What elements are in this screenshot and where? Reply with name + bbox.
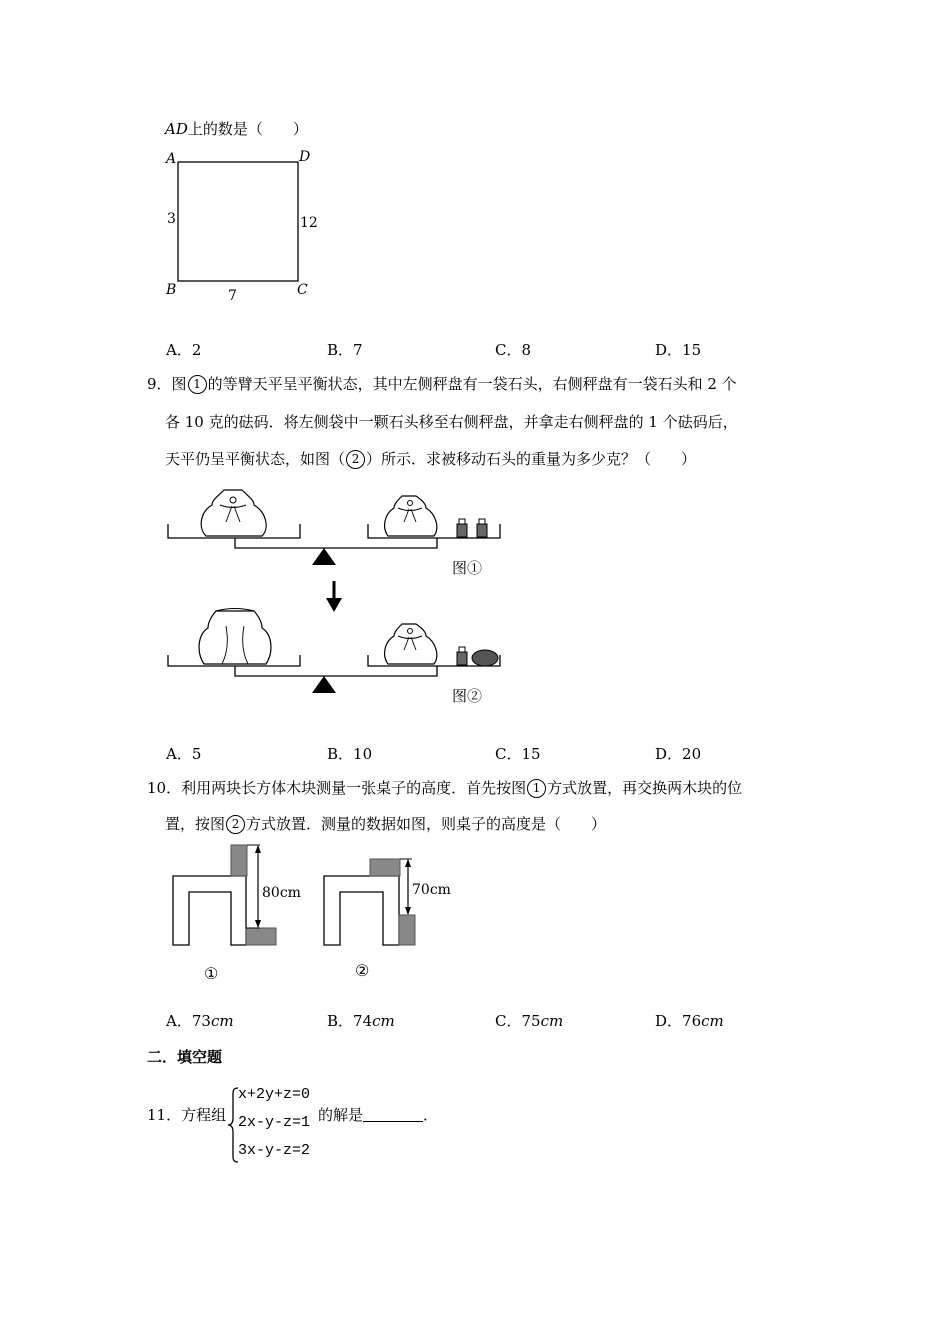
q10-option-a [166, 1010, 234, 1031]
option-number: 74 [353, 1012, 373, 1030]
q9-l3a: 天平仍呈平衡状态，如图（ [165, 450, 346, 468]
square-shape [178, 162, 298, 281]
answer-blank[interactable] [363, 1107, 423, 1122]
weight-icon [457, 519, 467, 537]
q8-option-c: C．8 [495, 341, 532, 359]
q9-option-a: A．5 [166, 745, 202, 763]
q9-number: 9． [147, 375, 172, 393]
option-letter: D． [655, 1012, 683, 1030]
measure-80cm: 80cm [262, 885, 301, 901]
q9-l1b: 的等臂天平呈平衡状态，其中左侧秤盘有一袋石头，右侧秤盘有一袋石头和 2 个 [207, 375, 737, 393]
figure-2-label: 图② [452, 687, 483, 705]
q10-option-b [327, 1010, 395, 1031]
q9-line-1 [147, 373, 737, 394]
fulcrum-icon [312, 548, 336, 565]
q9-option-c: C．15 [495, 745, 541, 763]
vertex-b: B [166, 282, 177, 298]
equation-1: x+2y+z=0 [238, 1086, 311, 1103]
equation-2: 2x-y-z=1 [238, 1114, 311, 1131]
option-unit: cm [372, 1012, 395, 1030]
q10-l1a: 利用两块长方体木块测量一张桌子的高度．首先按图 [181, 779, 527, 797]
option-unit: cm [701, 1012, 724, 1030]
stone-bag-icon [201, 490, 266, 536]
figure-1-label: 图① [452, 559, 483, 577]
stone-bag-icon [385, 496, 437, 536]
wood-block-bottom [399, 915, 415, 945]
balance-scale-2 [168, 609, 500, 706]
vertex-c: C [297, 282, 308, 298]
table-setup-2 [324, 859, 451, 980]
balance-scale-1 [168, 490, 500, 577]
q10-option-c [495, 1010, 563, 1031]
circled-1: 1 [527, 779, 546, 798]
q9-line-3 [165, 448, 696, 469]
vertex-a: A [166, 151, 177, 167]
vertex-d: D [299, 149, 311, 165]
measure-70cm: 70cm [412, 882, 451, 898]
q9-l1a: 图 [171, 375, 187, 393]
equation-3: 3x-y-z=2 [238, 1142, 311, 1159]
option-number: 75 [521, 1012, 541, 1030]
q9-option-d: D．20 [655, 745, 702, 763]
option-letter: C． [495, 1012, 522, 1030]
q10-l1b: 方式放置，再交换两木块的位 [547, 779, 743, 797]
side-bottom-value: 7 [228, 288, 237, 304]
q8-option-d: D．15 [655, 341, 702, 359]
section-title: 二．填空题 [147, 1048, 223, 1066]
q11-end: ． [423, 1106, 439, 1124]
stone-bag-icon [199, 609, 271, 665]
option-unit: cm [210, 1012, 234, 1030]
option-letter: B． [327, 1012, 354, 1030]
figure-2-label: ② [355, 961, 370, 980]
beam [235, 666, 437, 676]
option-number: 73 [191, 1012, 211, 1030]
q8-option-b: B．7 [327, 341, 363, 359]
q10-option-d [655, 1010, 724, 1031]
table-shape [324, 876, 399, 945]
wood-block-top [370, 859, 400, 876]
side-left-value: 3 [167, 211, 176, 227]
option-letter: A． [166, 1012, 192, 1030]
table-setup-1 [173, 845, 301, 983]
option-number: 76 [682, 1012, 702, 1030]
q8-question-tail [165, 118, 308, 139]
circled-1: 1 [188, 375, 207, 394]
stone-icon [472, 650, 498, 666]
beam [235, 538, 437, 548]
wood-block-bottom [246, 928, 276, 945]
wood-block-top [231, 845, 247, 876]
table-shape [173, 876, 246, 945]
side-right-value: 12 [300, 215, 318, 231]
q11-suffix: 的解是 [318, 1106, 364, 1124]
q8-tail-text: 上的数是（ ） [187, 120, 308, 138]
q11-prefix: 方程组 [181, 1106, 227, 1124]
q8-square-figure [160, 145, 330, 305]
weight-icon [457, 647, 467, 665]
q8-option-a: A．2 [166, 341, 202, 359]
q10-line-1 [147, 777, 742, 798]
q10-number: 10． [147, 779, 182, 797]
fulcrum-icon [312, 676, 336, 693]
circled-2: 2 [226, 815, 245, 834]
q9-l3b: ）所示．求被移动石头的重量为多少克？（ ） [366, 450, 697, 468]
q9-balance-figure [160, 478, 520, 713]
weight-icon [477, 519, 487, 537]
q8-var-ad: AD [165, 120, 188, 138]
q11-number-prefix [147, 1104, 226, 1125]
q11-answer-line [318, 1104, 438, 1125]
figure-1-label: ① [204, 964, 219, 983]
q10-line-2 [165, 813, 606, 834]
q10-l2b: 方式放置．测量的数据如图，则桌子的高度是（ ） [246, 815, 607, 833]
q11-number: 11． [147, 1106, 182, 1124]
q9-line-2: 各 10 克的砝码．将左侧袋中一颗石头移至右侧秤盘，并拿走右侧秤盘的 1 个砝码后， [165, 413, 738, 431]
q10-l2a: 置，按图 [165, 815, 226, 833]
q10-table-figure [160, 840, 460, 990]
circled-2: 2 [346, 450, 365, 469]
q9-option-b: B．10 [327, 745, 373, 763]
down-arrow-icon [326, 581, 342, 612]
option-unit: cm [540, 1012, 564, 1030]
stone-bag-icon [385, 624, 437, 664]
